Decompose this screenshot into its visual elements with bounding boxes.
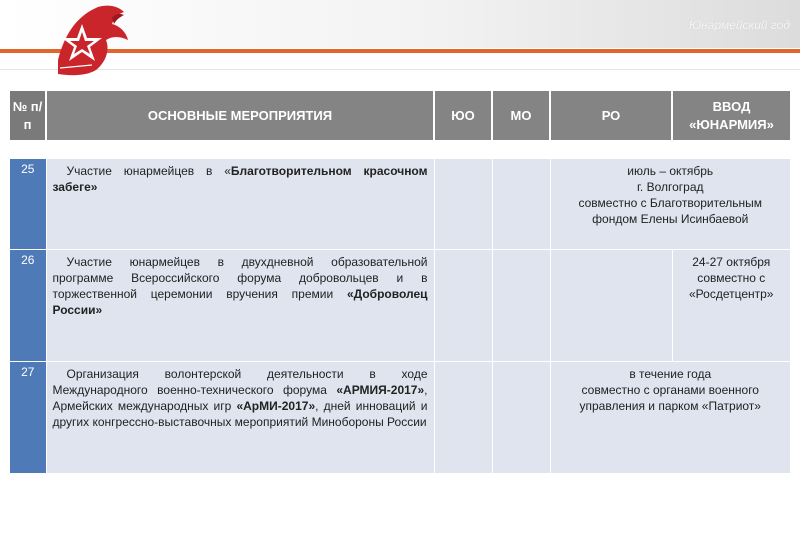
events-table [10,91,790,474]
mo-cell [492,362,550,474]
event-cell [46,362,434,474]
col-header-vvod: ВВОД «ЮНАРМИЯ» [672,91,790,140]
row-number: 26 [10,250,46,362]
col-header-mo: МО [492,91,550,140]
event-cell [46,250,434,362]
event-text: Организация волонтерской деятельности в ходе Международного военно-технического форума [52,367,428,397]
event-cell [46,159,434,250]
col-header-event: ОСНОВНЫЕ МЕРОПРИЯТИЯ [46,91,434,140]
header-title: Юнармейский год [688,18,790,32]
schedule-line: фондом Елены Исинбаевой [592,212,749,226]
schedule-line: 24-27 октября [692,255,771,269]
table-header-row [10,91,790,140]
schedule-line: в течение года [629,367,712,381]
schedule-line: июль – октябрь [627,164,714,178]
schedule-line: совместно с Благотворительным [578,196,763,210]
row-number: 25 [10,159,46,250]
event-bold: «АРМИЯ-2017» [336,383,425,397]
row-number: 27 [10,362,46,474]
schedule-line: совместно с органами военного [581,383,759,397]
col-header-uo: ЮО [434,91,492,140]
uo-cell [434,159,492,250]
mo-cell [492,250,550,362]
schedule-cell [672,250,790,362]
uo-cell [434,250,492,362]
event-bold: «Доброволец России» [52,287,428,317]
uo-cell [434,362,492,474]
event-bold-2: «АрМИ-2017» [236,399,316,413]
schedule-cell [550,362,790,474]
schedule-line: «Росдетцентр» [689,287,774,301]
table-row [10,159,790,250]
table-row [10,362,790,474]
mo-cell [492,159,550,250]
event-text: Участие юнармейцев в двухдневной образовательной программе Всероссийского форума добровольцев и в торжественной церемонии вручения премии [52,255,428,301]
table-row [10,250,790,362]
schedule-line: совместно с [697,271,766,285]
ro-cell [550,250,672,362]
schedule-line: г. Волгоград [636,180,704,194]
event-text-mid: , Армейских международных игр [52,383,428,413]
event-text-end: , дней инноваций и других конгрессно-выставочных мероприятий Минобороны России [52,399,428,429]
event-bold: Благотворительном красочном забеге» [52,164,428,194]
schedule-line: управления и парком «Патриот» [579,399,761,413]
header-gap [10,140,790,159]
col-header-ro: РО [550,91,672,140]
schedule-cell [550,159,790,250]
col-header-num: № п/п [10,91,46,140]
yunarmia-logo-icon [52,2,132,82]
event-text: Участие юнармейцев в « [66,164,231,178]
